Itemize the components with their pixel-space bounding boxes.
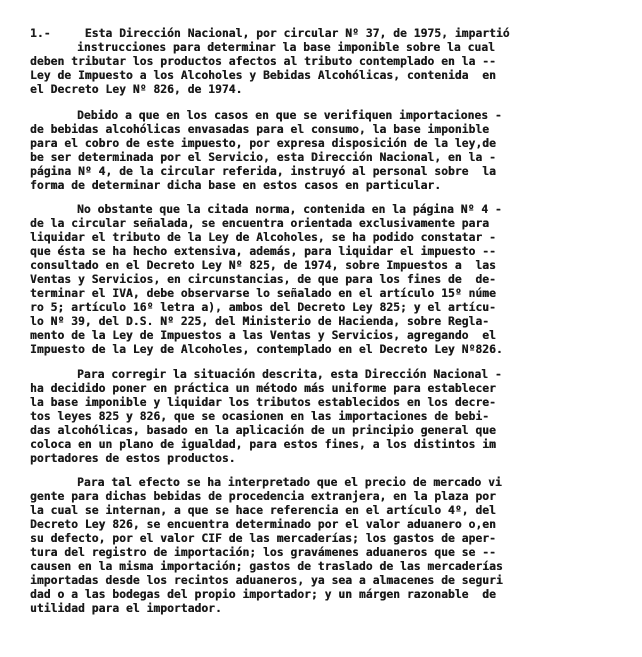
text-line: gente para dichas bebidas de procedencia extranjera, en la plaza por — [30, 490, 496, 503]
text-line: para el cobro de este impuesto, por expresa disposición de la ley,de — [30, 137, 496, 150]
text-line: mento de la Ley de Impuestos a las Ventas y Servicios, agregando el — [30, 329, 496, 342]
text-line: Decreto Ley 826, se encuentra determinado por el valor aduanero o,en — [30, 518, 496, 531]
text-line: de bebidas alcohólicas envasadas para el consumo, la base imponible — [30, 123, 490, 136]
text-line: utilidad para el importador. — [30, 602, 222, 615]
text-line: la cual se internan, a que se hace referencia en el artículo 4º, del — [30, 504, 496, 517]
text-line: Ventas y Servicios, en circunstancias, de que para los fines de de- — [30, 273, 496, 286]
text-line: Para tal efecto se ha interpretado que el precio de mercado vi — [77, 476, 502, 489]
text-line: forma de determinar dicha base en estos casos en particular. — [30, 179, 442, 192]
text-line: terminar el IVA, debe observarse lo señalado en el artículo 15º núme — [30, 287, 496, 300]
text-line: Ley de Impuesto a los Alcoholes y Bebidas Alcohólicas, contenida en — [30, 69, 496, 82]
text-line: deben tributar los productos afectos al tributo contemplado en la -- — [30, 55, 496, 68]
text-line: 1.- Esta Dirección Nacional, por circular Nº 37, de 1975, impartió — [30, 27, 510, 40]
text-line: Impuesto de la Ley de Alcoholes, contemplado en el Decreto Ley Nº826. — [30, 343, 503, 356]
text-line: dad o a las bodegas del propio importador; y un márgen razonable de — [30, 588, 496, 601]
text-line: ha decidido poner en práctica un método más uniforme para establecer — [30, 382, 496, 395]
text-line: instrucciones para determinar la base imponible sobre la cual — [77, 41, 495, 54]
text-line: de la circular señalada, se encuentra orientada exclusivamente para — [30, 217, 490, 230]
text-line: página Nº 4, de la circular referida, instruyó al personal sobre la — [30, 165, 496, 178]
text-line: la base imponible y liquidar los tributos establecidos en los decre- — [30, 396, 496, 409]
text-line: causen en la misma importación; gastos de traslado de las mercaderías — [30, 560, 503, 573]
text-line: Para corregir la situación descrita, esta Dirección Nacional - — [77, 368, 502, 381]
text-line: tura del registro de importación; los gravámenes aduaneros que se -- — [30, 546, 496, 559]
text-line: su defecto, por el valor CIF de las mercaderías; los gastos de aper- — [30, 532, 496, 545]
text-line: Debido a que en los casos en que se verifiquen importaciones - — [77, 109, 502, 122]
text-line: No obstante que la citada norma, contenida en la página Nº 4 - — [77, 203, 502, 216]
text-line: tos leyes 825 y 826, que se ocasionen en las importaciones de bebi- — [30, 410, 490, 423]
text-line: consultado en el Decreto Ley Nº 825, de 1974, sobre Impuestos a las — [30, 259, 496, 272]
text-line: be ser determinada por el Servicio, esta Dirección Nacional, en la - — [30, 151, 496, 164]
text-line: liquidar el tributo de la Ley de Alcoholes, se ha podido constatar - — [30, 231, 496, 244]
text-line: que ésta se ha hecho extensiva, además, para liquidar el impuesto -- — [30, 245, 496, 258]
text-line: portadores de estos productos. — [30, 452, 236, 465]
text-line: ro 5; artículo 16º letra a), ambos del Decreto Ley 825; y el artícu- — [30, 301, 496, 314]
text-line: das alcohólicas, basado en la aplicación de un principio general que — [30, 424, 496, 437]
text-line: importadas desde los recintos aduaneros, ya sea a almacenes de seguri — [30, 574, 503, 587]
text-line: el Decreto Ley Nº 826, de 1974. — [30, 83, 243, 96]
text-line: lo Nº 39, del D.S. Nº 225, del Ministerio de Hacienda, sobre Regla- — [30, 315, 490, 328]
text-line: coloca en un plano de igualdad, para estos fines, a los distintos im — [30, 438, 496, 451]
